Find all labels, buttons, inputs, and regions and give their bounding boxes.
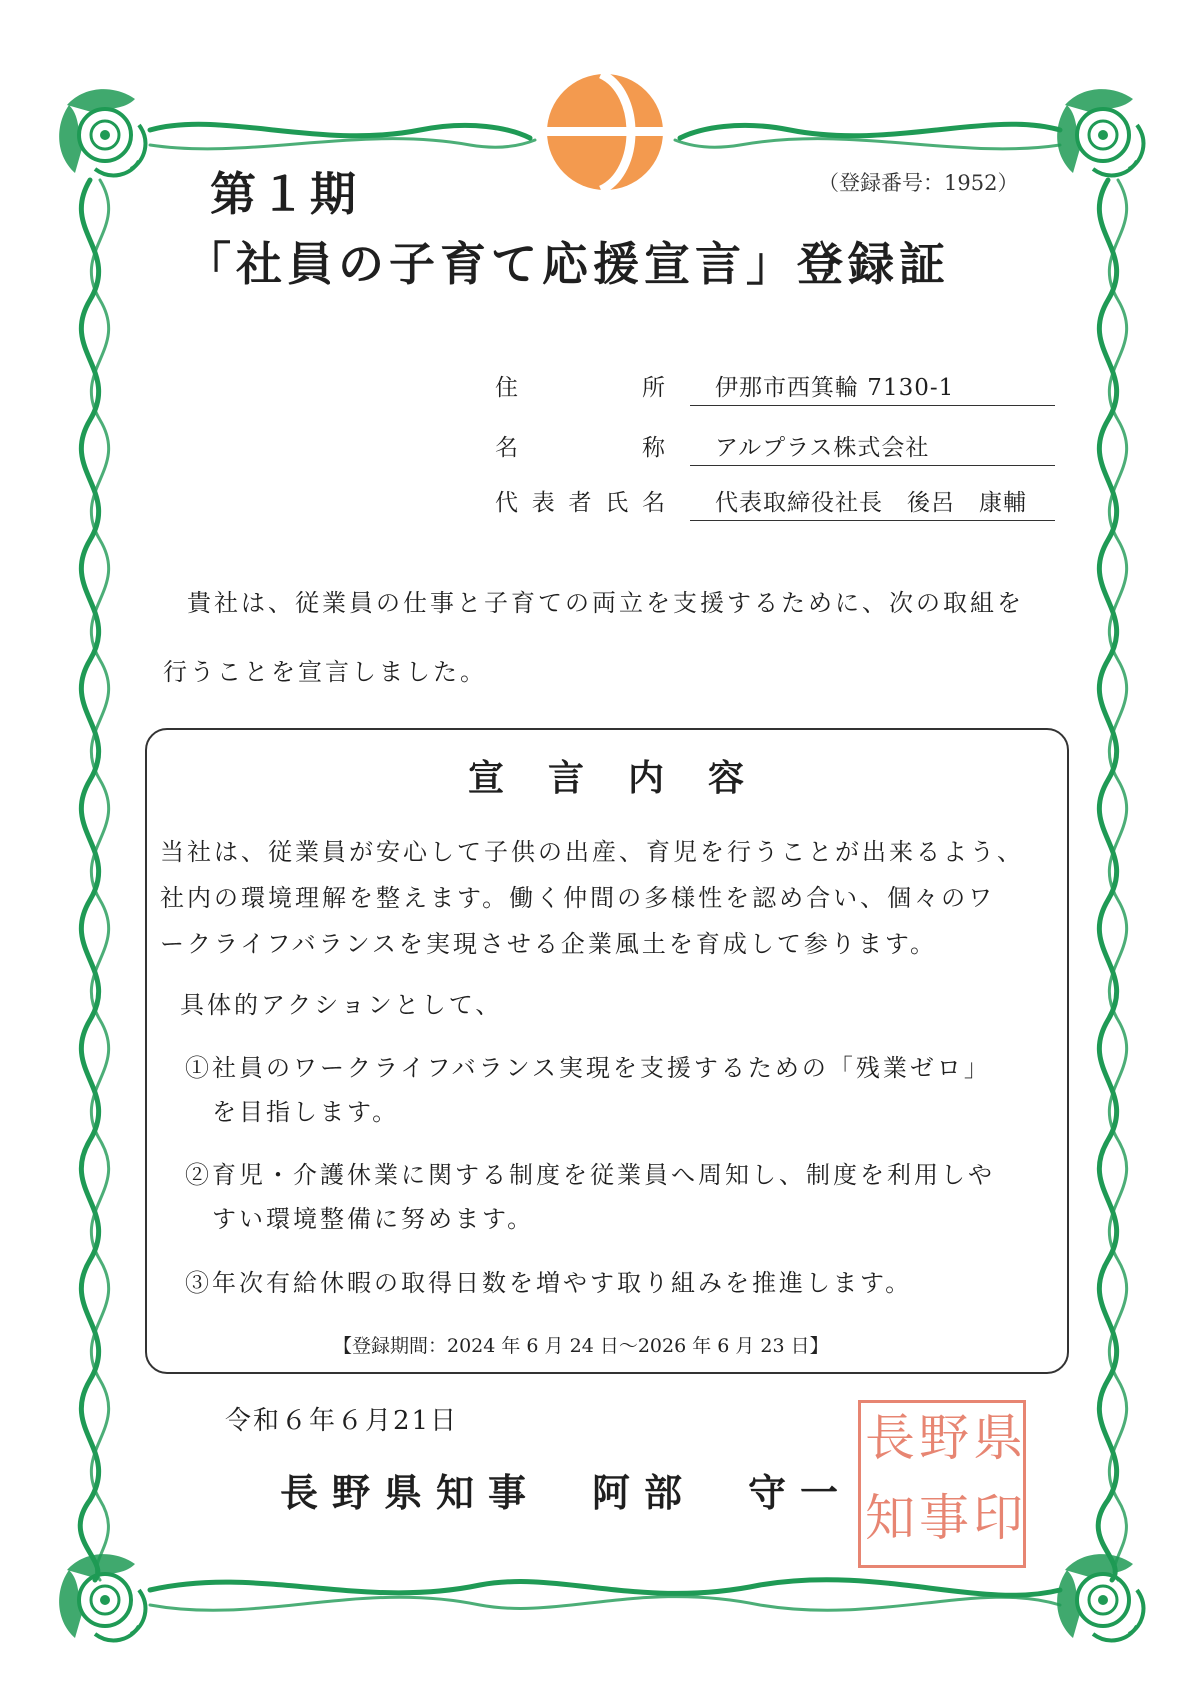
seal-char: 県	[973, 1409, 1023, 1467]
governor-signature: 長野県知事 阿部 守一	[280, 1470, 853, 1515]
registration-period: 【登録期間：2024 年 6 月 24 日～2026 年 6 月 23 日】	[333, 1335, 829, 1357]
actions-intro: 具体的アクションとして、	[180, 991, 503, 1019]
name-label	[495, 429, 665, 462]
label-char: 称	[642, 435, 665, 461]
action-item-2-cont: すい環境整備に努めます。	[185, 1205, 535, 1233]
underline	[690, 405, 1055, 406]
name-row	[495, 425, 1055, 465]
period-title: 第１期	[210, 167, 360, 221]
declaration-line: 当社は、従業員が安心して子供の出産、育児を行うことが出来るよう、	[160, 838, 1024, 866]
address-value: 伊那市西箕輪 7130-1	[715, 375, 955, 401]
address-label	[495, 369, 665, 402]
declaration-heading: 宣言内容	[468, 757, 789, 799]
label-char: 所	[642, 375, 665, 401]
label-char: 名	[642, 490, 665, 516]
intro-line-1: 貴社は、従業員の仕事と子育ての両立を支援するために、次の取組を	[160, 589, 1024, 617]
action-item-1-cont: を目指します。	[185, 1098, 400, 1126]
underline	[690, 520, 1055, 521]
registration-number: （登録番号：1952）	[818, 171, 1019, 195]
certificate-title: 「社員の子育て応援宣言」登録証	[185, 237, 950, 291]
label-char: 者	[568, 490, 592, 516]
seal-char: 事	[919, 1489, 969, 1547]
label-char: 名	[495, 435, 518, 461]
intro-line-2: 行うことを宣言しました。	[163, 658, 487, 686]
seal-char: 印	[973, 1489, 1023, 1547]
representative-value: 代表取締役社長 後呂 康輔	[715, 490, 1027, 516]
cross-circle-logo	[545, 72, 665, 192]
official-seal	[858, 1400, 1026, 1568]
label-char: 表	[531, 490, 555, 516]
declaration-line: ークライフバランスを実現させる企業風土を育成して参ります。	[160, 930, 937, 958]
representative-row	[495, 480, 1055, 520]
label-char: 代	[495, 490, 518, 516]
issue-date: 令和６年６月21日	[225, 1406, 459, 1436]
underline	[690, 465, 1055, 466]
action-item-3: ③年次有給休暇の取得日数を増やす取り組みを推進します。	[185, 1269, 913, 1297]
representative-label	[495, 484, 665, 517]
seal-char: 知	[865, 1489, 915, 1547]
label-char: 住	[495, 375, 518, 401]
action-item-1: ①社員のワークライフバランス実現を支援するための「残業ゼロ」	[185, 1054, 991, 1082]
company-name-value: アルプラス株式会社	[715, 435, 930, 461]
declaration-line: 社内の環境理解を整えます。働く仲間の多様性を認め合い、個々のワ	[160, 884, 996, 912]
seal-char: 長	[865, 1409, 915, 1467]
seal-char: 野	[919, 1409, 969, 1467]
action-item-2: ②育児・介護休業に関する制度を従業員へ周知し、制度を利用しや	[185, 1161, 995, 1189]
address-row	[495, 365, 1055, 405]
label-char: 氏	[605, 490, 629, 516]
